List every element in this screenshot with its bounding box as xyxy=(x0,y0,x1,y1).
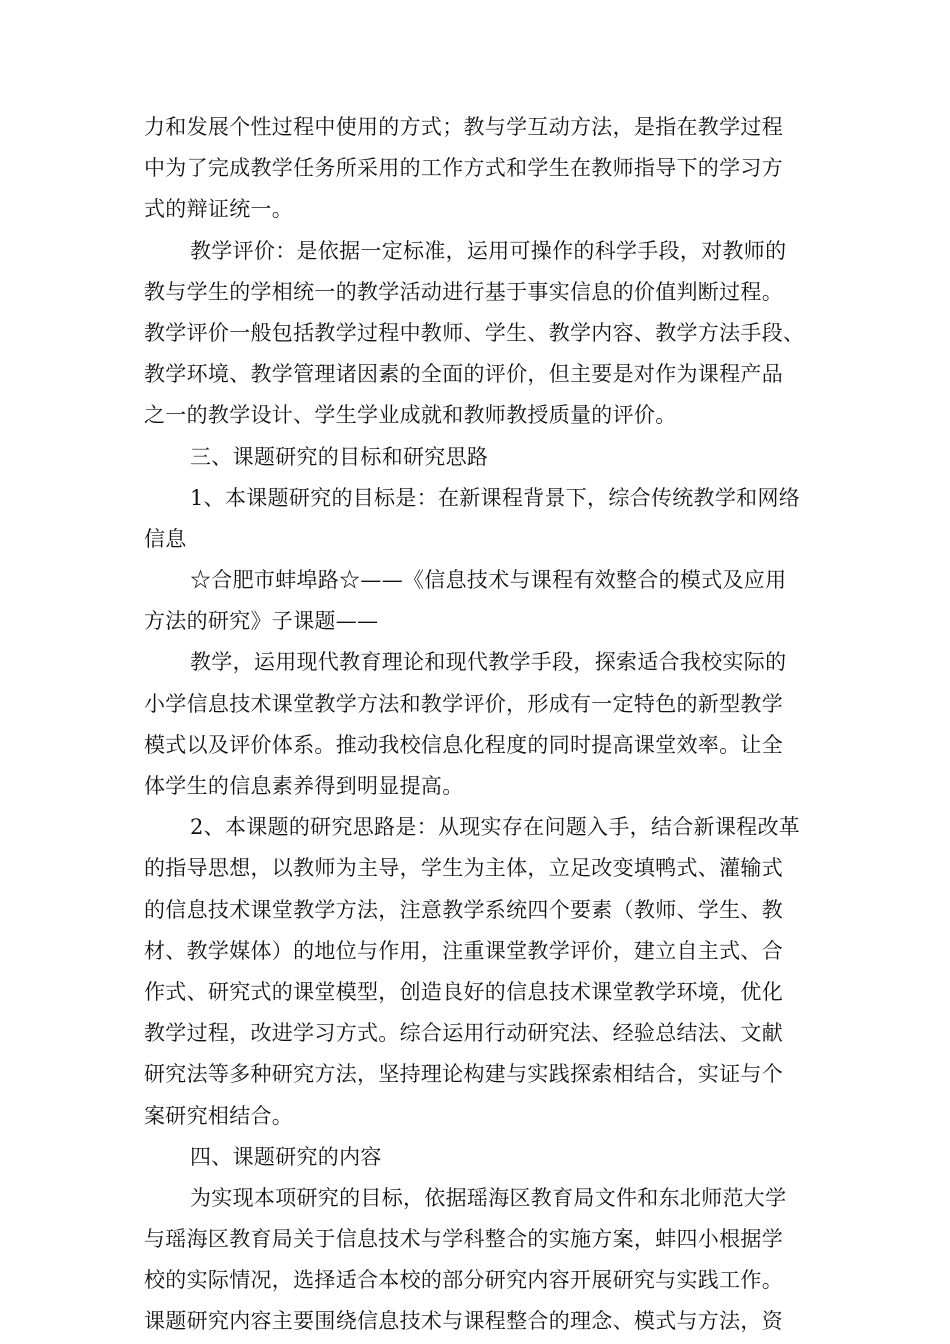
text-line: 力和发展个性过程中使用的方式；教与学互动方法，是指在教学过程 xyxy=(144,115,783,139)
text-line: 1、本课题研究的目标是：在新课程背景下，综合传统教学和网络 xyxy=(190,485,801,510)
text-line: 与瑶海区教育局关于信息技术与学科整合的实施方案，蚌四小根据学 xyxy=(144,1227,783,1252)
text-line: 的指导思想，以教师为主导，学生为主体，立足改变填鸭式、灌输式 xyxy=(144,856,783,881)
text-line: 教学环境、教学管理诸因素的全面的评价，但主要是对作为课程产品 xyxy=(144,362,783,387)
text-line: 校的实际情况，选择适合本校的部分研究内容开展研究与实践工作。 xyxy=(144,1268,783,1293)
text-line: 教学评价：是依据一定标准，运用可操作的科学手段，对教师的 xyxy=(190,238,787,263)
text-line: 教学评价一般包括教学过程中教师、学生、教学内容、教学方法手段、 xyxy=(144,320,805,345)
text-line: 2、本课题的研究思路是：从现实存在问题入手，结合新课程改革 xyxy=(190,815,801,840)
text-line: 案研究相结合。 xyxy=(144,1103,294,1128)
text-line: 教学过程，改进学习方式。综合运用行动研究法、经验总结法、文献 xyxy=(144,1021,783,1046)
text-line: 教学，运用现代教育理论和现代教学手段，探索适合我校实际的 xyxy=(190,650,787,675)
text-line: 式的辩证统一。 xyxy=(144,197,294,222)
text-line: 的信息技术课堂教学方法，注意教学系统四个要素（教师、学生、教 xyxy=(144,897,783,922)
document-body xyxy=(144,107,834,1343)
section-heading: 四、课题研究的内容 xyxy=(190,1144,382,1169)
text-line: 方法的研究》子课题—— xyxy=(144,609,379,634)
text-line: 课题研究内容主要围绕信息技术与课程整合的理念、模式与方法，资 xyxy=(144,1309,783,1334)
text-line: 小学信息技术课堂教学方法和教学评价，形成有一定特色的新型教学 xyxy=(144,691,783,716)
text-line: 教与学生的学相统一的教学活动进行基于事实信息的价值判断过程。 xyxy=(144,279,783,304)
text-line: 中为了完成教学任务所采用的工作方式和学生在教师指导下的学习方 xyxy=(144,156,783,181)
text-line: ☆合肥市蚌埠路☆——《信息技术与课程有效整合的模式及应用 xyxy=(190,568,787,593)
text-line: 材、教学媒体）的地位与作用，注重课堂教学评价，建立自主式、合 xyxy=(144,938,783,963)
section-heading: 三、课题研究的目标和研究思路 xyxy=(190,444,489,469)
text-line: 信息 xyxy=(144,526,187,551)
text-line: 研究法等多种研究方法，坚持理论构建与实践探索相结合，实证与个 xyxy=(144,1062,783,1087)
text-line: 模式以及评价体系。推动我校信息化程度的同时提高课堂效率。让全 xyxy=(144,732,783,757)
text-line: 体学生的信息素养得到明显提高。 xyxy=(144,774,464,798)
text-line: 之一的教学设计、学生学业成就和教师教授质量的评价。 xyxy=(144,403,677,428)
text-line: 作式、研究式的课堂模型，创造良好的信息技术课堂教学环境，优化 xyxy=(144,979,783,1004)
text-line: 为实现本项研究的目标，依据瑶海区教育局文件和东北师范大学 xyxy=(190,1185,787,1210)
